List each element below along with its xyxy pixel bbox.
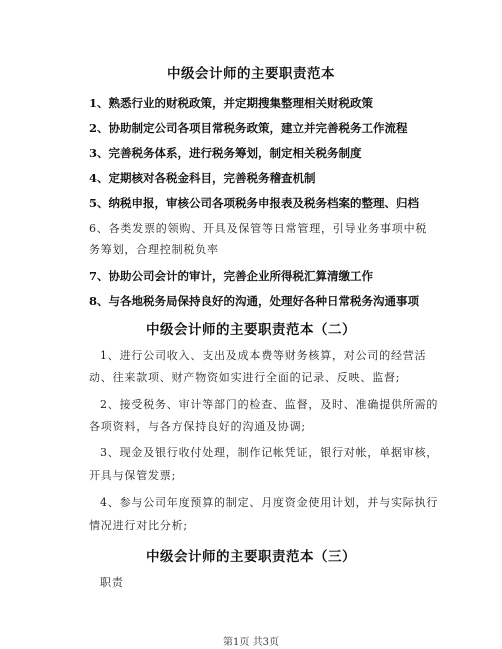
section-3-title: 中级会计师的主要职责范本（三） — [146, 549, 356, 565]
section-1-item-7: 7、协助公司会计的审计，完善企业所得税汇算清缴工作 — [89, 269, 373, 283]
section-1-item-6: 6、各类发票的领购、开具及保管等日常管理，引导业务事项中税 — [89, 222, 428, 235]
section-3-line-1: 职责 — [100, 576, 124, 589]
section-1-item-4: 4、定期核对各税金科目，完善税务稽查机制 — [89, 171, 316, 185]
section-2-line-4: 各项资料，与各方保持良好的沟通及协调; — [89, 420, 306, 433]
section-2-line-5: 3、现金及银行收付处理，制作记帐凭证，银行对帐，单据审核， — [100, 446, 439, 459]
section-2-title: 中级会计师的主要职责范本（二） — [146, 322, 356, 338]
section-1-item-8: 8、与各地税务局保持良好的沟通，处理好各种日常税务沟通事项 — [89, 294, 419, 308]
section-1-item-1: 1、熟悉行业的财税政策，并定期搜集整理相关财税政策 — [89, 96, 373, 110]
section-2-line-1: 1、进行公司收入、支出及成本费等财务核算，对公司的经营活 — [100, 349, 427, 362]
section-2-line-8: 情况进行对比分析; — [89, 519, 188, 532]
section-2-line-2: 动、往来款项、财产物资如实进行全面的记录、反映、监督; — [89, 371, 401, 384]
section-1-item-3: 3、完善税务体系，进行税务筹划，制定相关税务制度 — [89, 146, 362, 160]
section-1-item-6-continued: 务筹划，合理控制税负率 — [89, 243, 219, 256]
section-2-line-3: 2、接受税务、审计等部门的检查、监督，及时、准确提供所需的 — [100, 398, 439, 411]
page-footer: 第1页 共3页 — [223, 637, 279, 648]
section-2-line-6: 开具与保管发票; — [89, 469, 177, 482]
section-1-item-5: 5、纳税申报，审核公司各项税务申报表及税务档案的整理、归档 — [89, 196, 419, 210]
section-1-item-2: 2、协助制定公司各项目常税务政策，建立并完善税务工作流程 — [89, 121, 408, 135]
section-2-line-7: 4、参与公司年度预算的制定、月度资金使用计划，并与实际执行 — [100, 496, 439, 509]
section-1-title: 中级会计师的主要职责范本 — [167, 66, 335, 82]
